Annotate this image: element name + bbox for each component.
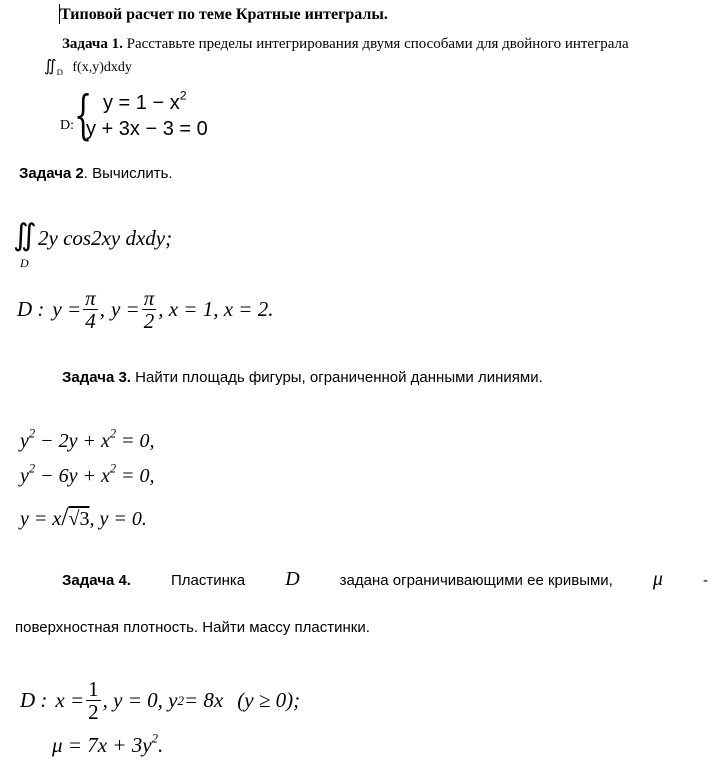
task1-eq2: y + 3x − 3 = 0 (86, 118, 208, 140)
task2-domain (17, 287, 273, 332)
fraction-num: 1 (88, 677, 99, 701)
fraction-num: π (143, 286, 155, 310)
task1-eq1-exp: 2 (179, 88, 187, 103)
task2-y-eq: y = (52, 297, 82, 322)
task4-label: Задача 4. (62, 572, 131, 589)
task1-eq1 (103, 88, 187, 115)
task4-condition: (y ≥ 0); (237, 688, 301, 713)
task2-integral-domain: D (20, 256, 29, 270)
task2-heading (19, 165, 173, 182)
system-brace: { (74, 86, 93, 146)
task1-integrand: f(x,y)dxdy (72, 60, 132, 75)
task2-text: . Вычислить. (83, 165, 173, 182)
task4-mu: μ (652, 568, 663, 590)
task1-eq1-text: y = 1 − x (103, 92, 180, 114)
double-integral-icon: ∬ (44, 58, 57, 75)
text-cursor (59, 4, 60, 24)
task4-density (52, 730, 164, 758)
eq-part: − 6y + x (35, 465, 110, 487)
task3-heading (62, 369, 543, 386)
fraction-den: 2 (88, 700, 99, 725)
task4-text-b: задана ограничивающими ее кривыми, (339, 572, 613, 589)
task4-text-a: Пластинка (171, 572, 246, 589)
task4-dash: - (702, 572, 708, 589)
task4-line2: поверхностная плотность. Найти массу пластинки. (15, 619, 370, 636)
task4-D: D (285, 568, 300, 590)
fraction-pi-4 (83, 287, 98, 332)
task1-heading (62, 36, 629, 53)
eq-exp: 2 (28, 426, 36, 441)
eq-part: y = x (20, 508, 62, 530)
eq-part: = 0, (116, 430, 155, 452)
task3-label: Задача 3. (62, 369, 131, 386)
eq-part: , y = 0. (89, 508, 147, 530)
eq-part: y (20, 465, 29, 487)
eq-part: = 0, (116, 465, 155, 487)
task1-text: Расставьте пределы интегрирования двумя способами для двойного интеграла (126, 36, 629, 52)
fraction-num: π (85, 286, 96, 310)
task4-rest1: , y = 0, y (102, 688, 178, 713)
task2-y-eq-2: y = (110, 297, 140, 322)
fraction-1-2 (86, 678, 101, 723)
task1-domain-label: D: (60, 118, 74, 133)
task2-comma: , (99, 297, 105, 322)
slash: / (61, 502, 69, 531)
eq-exp: 2 (28, 461, 36, 476)
task4-domain-label: D : (20, 688, 48, 713)
task4-rest2: = 8x (184, 688, 224, 713)
fraction-den: 4 (85, 309, 96, 334)
density-end: . (158, 733, 164, 757)
task2-domain-label: D : (17, 297, 45, 322)
eq-part: y (20, 430, 29, 452)
task4-x-eq: x = (55, 688, 85, 713)
task3-text: Найти площадь фигуры, ограниченной данными линиями. (135, 369, 543, 386)
task3-eq2 (20, 461, 155, 488)
double-integral-icon: ∬ (13, 219, 37, 252)
sqrt-icon: √3 (68, 508, 90, 530)
task4-domain: D : x = $\frac{1}{2}$ , y = 0, y 2 = 8x (y ≥ 0); (20, 677, 301, 725)
task2-label: Задача 2 (19, 165, 84, 182)
integral-domain: D (56, 66, 63, 77)
task3-eq1 (20, 426, 155, 453)
task2-rest: , x = 1, x = 2. (158, 297, 274, 322)
eq-exp: 2 (151, 730, 159, 746)
task4-heading (62, 568, 708, 591)
task1-label: Задача 1. (62, 36, 123, 52)
eq-part: − 2y + x (35, 430, 110, 452)
fraction-pi-2 (142, 287, 157, 332)
eq-exp: 2 (109, 461, 117, 476)
task3-eq3 (20, 502, 147, 532)
page-title: Типовой расчет по теме Кратные интегралы. (60, 6, 388, 23)
eq-exp: 2 (109, 426, 117, 441)
fraction-den: 2 (143, 309, 155, 334)
density-formula: μ = 7x + 3y (52, 733, 152, 757)
task2-integrand: 2y cos2xy dxdy; (38, 226, 173, 250)
task1-integral (44, 56, 132, 76)
